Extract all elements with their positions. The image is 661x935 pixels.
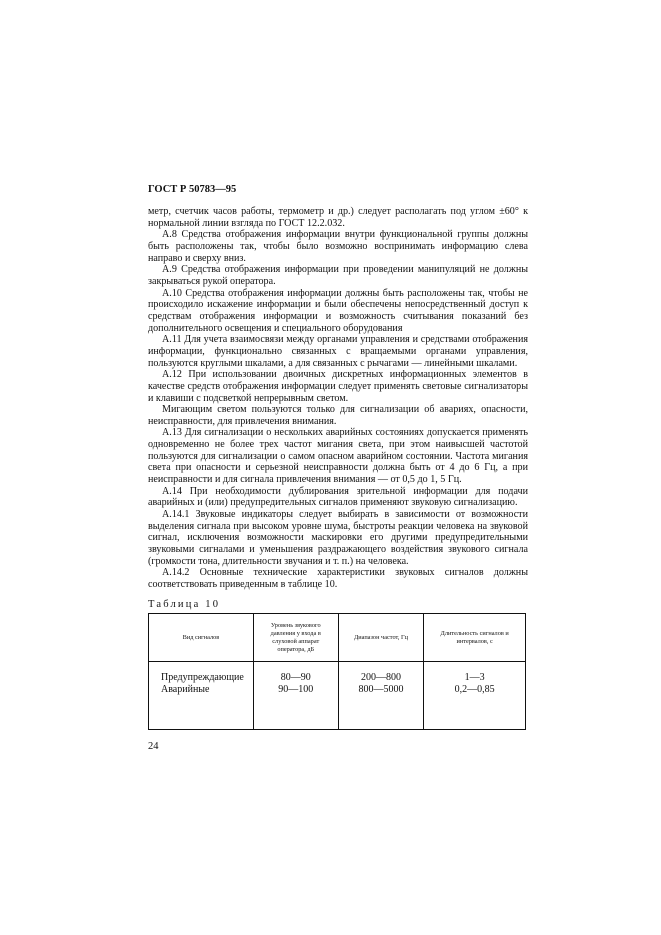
- cell-text: 0,2—0,85: [454, 684, 495, 695]
- paragraph: Мигающим светом пользуются только для сигнализации об авариях, опасности, неисправности, для привлечения внимания.: [148, 404, 528, 427]
- table-header-row: [149, 614, 526, 662]
- paragraph-a14-2: А.14.2 Основные технические характеристики звуковых сигналов должны соответствовать приведенным в таблице 10.: [148, 567, 528, 590]
- cell-text: 800—5000: [358, 684, 404, 695]
- paragraph-a8: А.8 Средства отображения информации внутри функциональной группы должны быть расположены так, чтобы было возможно воспринимать информацию слева направо и сверху вниз.: [148, 229, 528, 264]
- page-number: 24: [148, 741, 159, 752]
- document-header: ГОСТ Р 50783—95: [148, 184, 237, 195]
- paragraph-a12: А.12 При использовании двоичных дискретных информационных элементов в качестве средств отображения информации следует применять световые сигнализаторы и клавиши с подсветкой непрерывным светом.: [148, 369, 528, 404]
- cell-text: 200—800: [360, 672, 401, 683]
- cell-text: 1—3: [464, 672, 485, 683]
- table-cell: [338, 662, 424, 730]
- column-header: Уровень звукового давления у входа в слуховой аппарат оператора, дБ: [253, 614, 338, 662]
- table-cell: [424, 662, 526, 730]
- paragraph-a13: А.13 Для сигнализации о нескольких аварийных состояниях допускается применять одновременно не более трех частот мигания света, при этом наивысшей частотой пользуются для сигнализации о самом опасном аварийном состоянии. Частота мигания света при опасности и серьезной неисправности должна быть от 4 до 6 Гц, а при неисправности и для сигнала привлечения внимания — от 0,5 до 1, 5 Гц.: [148, 427, 528, 486]
- column-header: Вид сигналов: [149, 614, 254, 662]
- table-cell: [253, 662, 338, 730]
- table-cell: [149, 662, 254, 730]
- paragraph-a14-1: А.14.1 Звуковые индикаторы следует выбирать в зависимости от возможности выделения сигнала при высоком уровне шума, быстроты реакции человека на звуковой сигнал, исключения возможности маскировки его другими предупредительными звуковыми сигналами и уменьшения раздражающего воздействия звукового сигнала (громкости тона, длительности звучания и т. п.) на человека.: [148, 509, 528, 567]
- signal-table: [148, 613, 526, 730]
- column-header: Диапазон частот, Гц: [338, 614, 424, 662]
- table-caption: Таблица 10: [148, 599, 221, 610]
- body-text: [148, 206, 528, 591]
- table-row: [149, 662, 526, 730]
- paragraph-a11: А.11 Для учета взаимосвязи между органами управления и средствами отображения информации, функционально связанных с вращаемыми органами управления, пользуются круглыми шкалами, а для связанных с рычагами — линейными шкалами.: [148, 334, 528, 369]
- column-header: Длительность сигналов и интервалов, с: [424, 614, 526, 662]
- paragraph: метр, счетчик часов работы, термометр и др.) следует располагать под углом ±60° к нормальной линии взгляда по ГОСТ 12.2.032.: [148, 206, 528, 229]
- paragraph-a10: А.10 Средства отображения информации должны быть расположены так, чтобы не происходило искажение информации и были обеспечены непосредственный доступ к средствам отображения информации и возможность считывания показаний без дополнительного освещения и специального оборудования: [148, 287, 528, 334]
- cell-text: Аварийные: [161, 684, 210, 695]
- paragraph-a14: А.14 При необходимости дублирования зрительной информации для подачи аварийных и (или) предупредительных сигналов применяют звуковую сигнализацию.: [148, 485, 528, 509]
- cell-text: 90—100: [278, 684, 314, 695]
- paragraph-a9: А.9 Средства отображения информации при проведении манипуляций не должны закрываться рукой оператора.: [148, 264, 528, 287]
- cell-text: Предупреждающие: [161, 672, 244, 683]
- cell-text: 80—90: [280, 672, 311, 683]
